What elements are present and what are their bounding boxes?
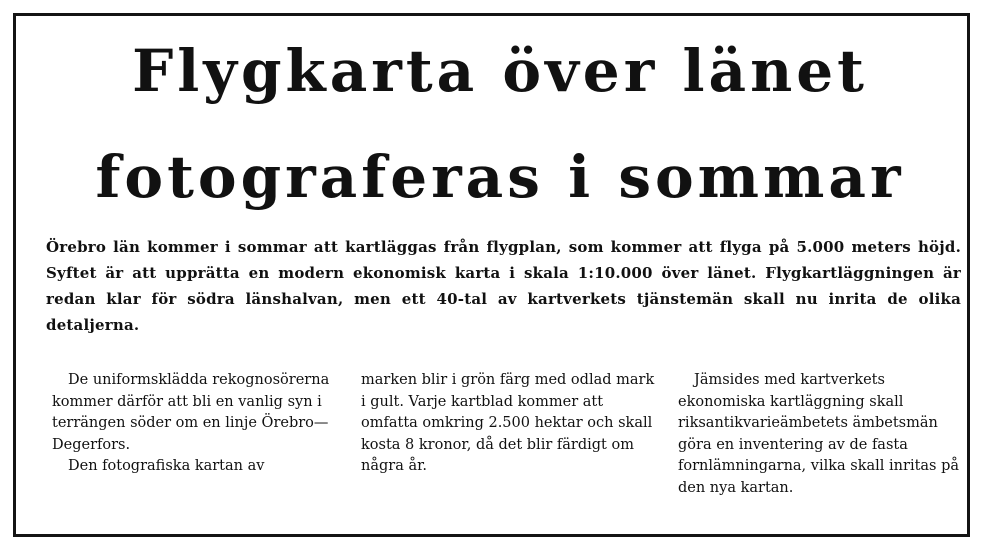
column-2 <box>361 370 661 478</box>
column-1-paragraph-1: De uniformsklädda rekognosörerna kommer därför att bli en vanlig syn i terrängen söder om en linje Örebro—Degerfors. <box>52 372 330 453</box>
headline-line-2: fotograferas i sommar <box>95 143 905 211</box>
column-3 <box>678 370 968 499</box>
column-1-paragraph-2: Den fotografiska kartan av <box>68 458 265 474</box>
lead-paragraph: Örebro län kommer i sommar att kartläggas från flygplan, som kommer att flyga på 5.000 meters höjd. Syftet är att upprätta en modern ekonomisk karta i skala 1:10.000 över länet. Flygkartläggningen är redan klar för södra länshalvan, men ett 40-tal av kartverkets tjänstemän skall nu inrita de olika detaljerna. <box>46 238 961 334</box>
column-1 <box>52 370 342 478</box>
column-2-paragraph-1: marken blir i grön färg med odlad mark i gult. Varje kartblad kommer att omfatta omkring 2.500 hektar och skall kosta 8 kronor, då det blir färdigt om några år. <box>361 372 655 474</box>
headline-line-1: Flygkarta över länet <box>132 37 868 105</box>
column-3-paragraph-1: Jämsides med kartverkets ekonomiska kartläggning skall riksantikvarieämbetets ämbetsmän göra en inventering av de fasta fornlämningarna, vilka skall inritas på den nya kartan. <box>678 372 960 496</box>
